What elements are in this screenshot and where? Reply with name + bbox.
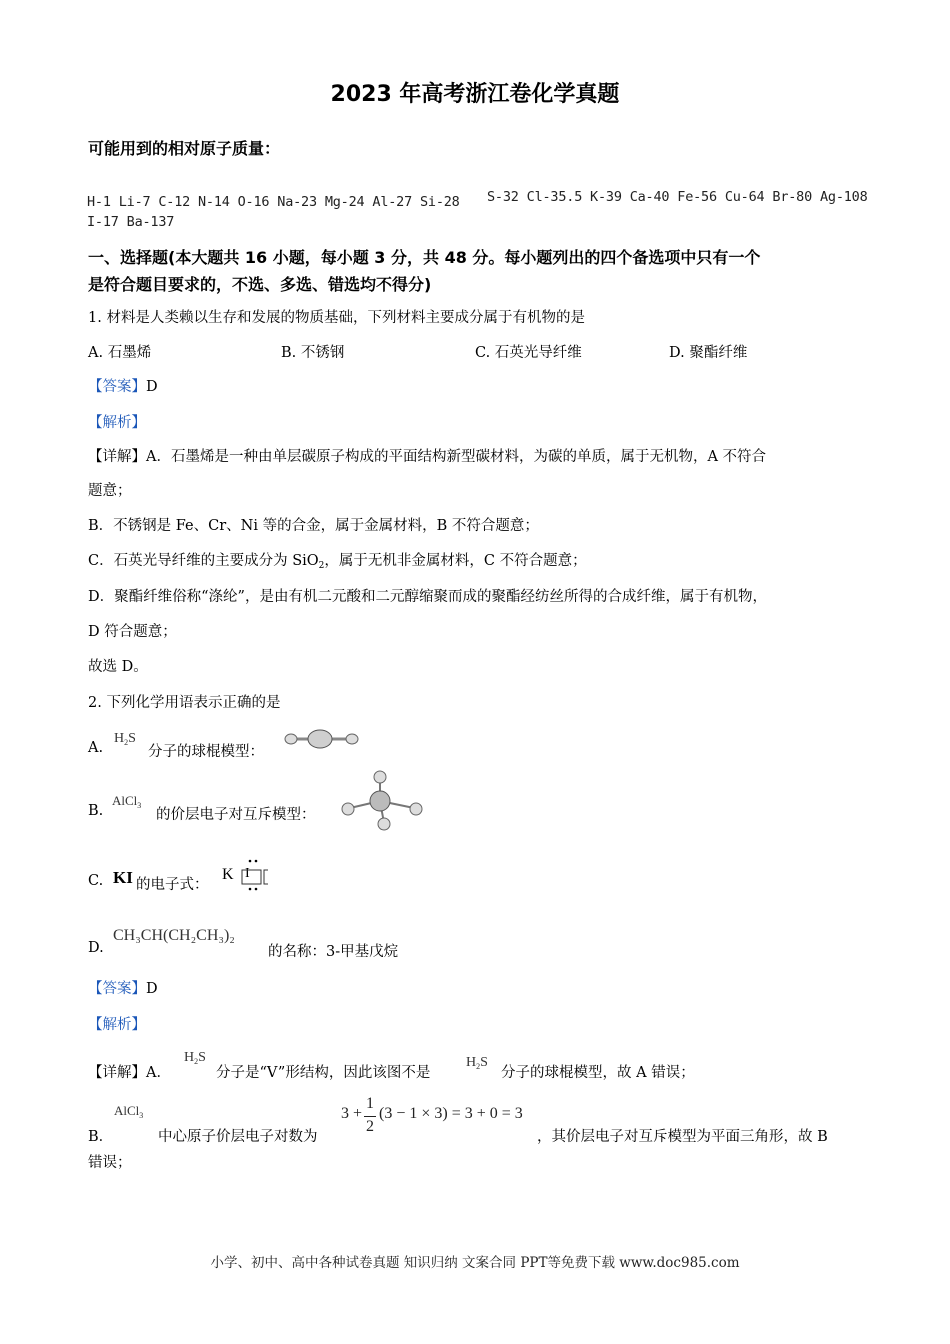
q2-option-b-label: B.: [88, 803, 104, 819]
q2-option-c-text: 的电子式：: [136, 877, 209, 893]
q2-option-a-text: 分子的球棍模型：: [148, 744, 264, 760]
q2-option-c-label: C.: [88, 873, 104, 889]
electron-dot: [255, 888, 258, 891]
formula-s: S: [198, 1050, 206, 1065]
cl-atom: [374, 771, 386, 783]
subscript: 2: [318, 561, 325, 571]
q2-analysis-label: 【解析】: [88, 1017, 146, 1033]
ki-electron-formula: [220, 858, 280, 894]
answer-value: D: [146, 981, 158, 997]
q2-option-a-label: A.: [88, 740, 104, 756]
detail-c-post: ，属于无机非金属材料，C 不符合题意；: [324, 553, 587, 569]
electron-dot: [249, 888, 252, 891]
section-heading-line-2: 是符合题目要求的，不选、多选、错选均不得分): [88, 275, 432, 294]
detail-label: 【详解】: [88, 449, 146, 465]
q2-detail-a: [88, 1061, 171, 1082]
q1-detail-a-1: [88, 445, 766, 466]
q1-answer: [88, 375, 158, 396]
q1-option-c: C. 石英光导纤维: [475, 345, 582, 361]
q1-detail-d-1: D．聚酯纤维俗称“涤纶”，是由有机二元酸和二元醇缩聚而成的聚酯经纺丝所得的合成纤维，属于有机物，: [88, 589, 767, 605]
q2-detail-b-post-2: 错误；: [88, 1155, 132, 1171]
q2-option-d-label: D.: [88, 940, 104, 956]
eq-denominator: 2: [366, 1118, 374, 1135]
formula-sub: 3: [139, 1111, 144, 1120]
h-atom: [285, 734, 297, 744]
formula-h: H: [114, 731, 125, 746]
formula-alcl: AlCl: [114, 1103, 140, 1118]
formula-s: S: [480, 1055, 488, 1070]
q2-option-d-text: 的名称：3-甲基戊烷: [268, 944, 399, 960]
atomic-mass-line-1b: S-32 Cl-35.5 K-39 Ca-40 Fe-56 Cu-64 Br-80 Ag-108: [487, 189, 868, 205]
q1-detail-d-2: D 符合题意；: [88, 624, 177, 640]
atomic-mass-line-2: I-17 Ba-137: [87, 214, 175, 230]
k-symbol: K: [222, 866, 234, 883]
ki-formula-image: KI: [113, 868, 133, 887]
q2-detail-a-mid: 分子是“V”形结构，因此该图不是: [216, 1065, 431, 1081]
q2-detail-a-post: 分子的球棍模型，故 A 错误；: [501, 1065, 695, 1081]
alcl3-formula-image: [112, 793, 141, 810]
formula-sub: 3: [137, 801, 142, 810]
i-symbol: I: [245, 866, 250, 881]
eq-left: 3 +: [341, 1105, 363, 1122]
alcl3-vsepr-model: [338, 771, 428, 831]
bracket: [264, 870, 268, 884]
q2-detail-b-post: ，其价层电子对互斥模型为平面三角形，故 B: [537, 1129, 828, 1145]
h2s-inline-formula: [466, 1055, 488, 1071]
bracket-box: [242, 870, 261, 884]
formula-sub: 2: [194, 1057, 199, 1066]
section-heading-line-1: 一、选择题(本大题共 16 小题，每小题 3 分，共 48 分。每小题列出的四个备选项中只有一个: [88, 248, 761, 267]
electron-dots: [238, 858, 278, 894]
answer-label: 【答案】: [88, 379, 146, 395]
answer-value: D: [146, 379, 158, 395]
answer-label: 【答案】: [88, 981, 146, 997]
q2-stem: 2. 下列化学用语表示正确的是: [88, 695, 281, 711]
q1-option-b: B. 不锈钢: [281, 345, 345, 361]
s-atom: [308, 730, 332, 748]
q2-detail-b-mid: 中心原子价层电子对数为: [158, 1129, 318, 1145]
q1-analysis-label: 【解析】: [88, 415, 146, 431]
q2-detail-b-pre: B．: [88, 1129, 114, 1145]
q1-detail-a-2: 题意；: [88, 483, 132, 499]
detail-label: 【详解】: [88, 1065, 146, 1081]
q1-stem: 1. 材料是人类赖以生存和发展的物质基础，下列材料主要成分属于有机物的是: [88, 310, 585, 326]
electron-dot: [249, 860, 252, 863]
al-atom: [370, 791, 390, 811]
vsepr-equation: [341, 1097, 541, 1145]
cl-atom: [378, 818, 390, 830]
fraction-bar: [364, 1116, 376, 1117]
alcl3-inline-formula: [114, 1103, 143, 1120]
q2-answer: [88, 977, 158, 998]
cl-atom: [410, 803, 422, 815]
formula-alcl: AlCl: [112, 793, 138, 808]
formula-h: H: [466, 1055, 477, 1070]
detail-c-pre: C．石英光导纤维的主要成分为 SiO: [88, 553, 319, 569]
page-title: 2023 年高考浙江卷化学真题: [330, 82, 620, 107]
atomic-mass-line-1a: H-1 Li-7 C-12 N-14 O-16 Na-23 Mg-24 Al-27 Si-28: [87, 194, 460, 210]
q2-option-b-text: 的价层电子对互斥模型：: [156, 807, 316, 823]
q1-detail-c: [88, 549, 587, 571]
atomic-mass-heading: 可能用到的相对原子质量：: [88, 139, 281, 158]
formula-sub: 2: [124, 738, 129, 747]
eq-numerator: 1: [366, 1095, 374, 1112]
h2s-inline-formula: [184, 1050, 206, 1066]
cl-atom: [342, 803, 354, 815]
q1-option-d: D. 聚酯纤维: [669, 345, 748, 361]
detail-a-pre: A．: [146, 1065, 171, 1081]
formula-s: S: [128, 731, 136, 746]
h2s-ball-stick-model: [282, 728, 362, 750]
h2s-formula-image: [114, 731, 136, 747]
eq-right: (3 − 1 × 3) = 3 + 0 = 3: [379, 1105, 523, 1122]
h-atom: [346, 734, 358, 744]
formula-h: H: [184, 1050, 195, 1065]
electron-dot: [255, 860, 258, 863]
option-d-formula-image: CH₃CH(CH₂CH₃)₂: [113, 927, 235, 944]
page-footer: 小学、初中、高中各种试卷真题 知识归纳 文案合同 PPT等免费下载 www.doc985.com: [210, 1255, 740, 1271]
q1-option-a: A. 石墨烯: [88, 345, 152, 361]
q1-detail-b: B．不锈钢是 Fe、Cr、Ni 等的合金，属于金属材料，B 不符合题意；: [88, 518, 539, 534]
formula-sub: 2: [476, 1062, 481, 1071]
q1-conclusion: 故选 D。: [88, 659, 148, 675]
detail-text: A．石墨烯是一种由单层碳原子构成的平面结构新型碳材料，为碳的单质，属于无机物，A 不符合: [146, 449, 767, 465]
